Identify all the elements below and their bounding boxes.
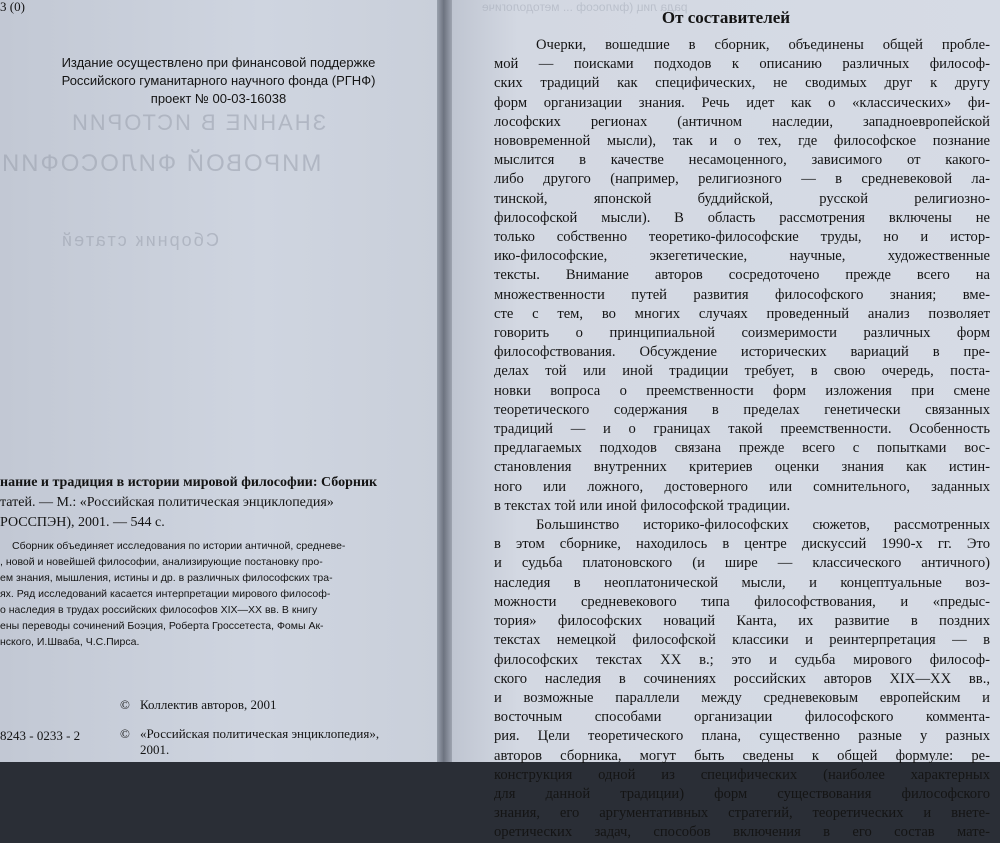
annotation-line: нского, И.Шваба, Ч.С.Пирса. bbox=[0, 636, 140, 648]
text-line: ного или ложного, достоверного или сомнительного, заданных bbox=[494, 478, 990, 495]
preface-text bbox=[494, 36, 990, 843]
text-line: тория» философских новаций Канта, их развитие в поздних bbox=[494, 613, 990, 630]
copyright-authors: © Коллектив авторов, 2001 bbox=[120, 697, 277, 712]
show-through-text: МИРОВОЙ ФИЛОСОФИИ bbox=[0, 150, 322, 177]
text-line: традиций — и о границах такой преемственности. Особенность bbox=[494, 421, 990, 438]
copyright-publisher: © «Российская политическая энциклопедия», 2001. bbox=[120, 726, 380, 757]
bib-line: татей. — М.: «Российская политическая энциклопедия» bbox=[0, 495, 334, 510]
text-line: тексты. Внимание авторов сосредоточено прежде всего на bbox=[494, 267, 990, 284]
annotation-line: ены переводы сочинений Боэция, Роберта Гроссетеста, Фомы Ак- bbox=[0, 620, 324, 632]
text-line: в этом сборнике, находилось в центре дискуссий 1990-х гг. Это bbox=[494, 536, 990, 553]
text-line: Очерки, вошедшие в сборник, объединены общей пробле- bbox=[536, 37, 990, 53]
text-line: тинской, японской буддийской, русской религиозно- bbox=[494, 190, 990, 207]
text-line: знания, его аргументативных стратегий, теоретических и внете- bbox=[494, 805, 990, 822]
text-line: мой — поисками подходов к описанию различных философ- bbox=[494, 56, 990, 73]
text-line: нововременной мысли), так и о тех, где философское познание bbox=[494, 133, 990, 150]
text-line: философских текстах XX в.; это и судьба мирового философ- bbox=[494, 651, 990, 668]
corner-mark: 3 (0) bbox=[0, 0, 25, 14]
annotation-line: Сборник объединяет исследования по истории античной, средневе- bbox=[12, 540, 346, 552]
copyright-symbol: © bbox=[120, 726, 130, 741]
text-line: философствования. Обсуждение исторических вариаций в пре- bbox=[494, 344, 990, 361]
text-line: теоретического содержания в пределах генетически связанных bbox=[494, 401, 990, 418]
text-line: текстах немецкой философской классики и реинтерпретация — в bbox=[494, 632, 990, 649]
text-line: делах той или иной традиции требует, в свою очередь, поста- bbox=[494, 363, 990, 380]
funding-line: Российского гуманитарного научного фонда (РГНФ) bbox=[61, 73, 376, 88]
text-line: форм организации знания. Речь идет как о «классических» фи- bbox=[494, 94, 990, 111]
text-line: конструкция одной из специфических (наиболее характерных bbox=[494, 766, 990, 783]
funding-notice bbox=[0, 54, 437, 108]
text-line: философской мысли). В область рассмотрения включены не bbox=[494, 209, 990, 226]
text-line: предлагаемых подходов связана прежде всего с попытками вос- bbox=[494, 440, 990, 457]
show-through-text: ЗНАНИЕ В ИСТОРИИ bbox=[70, 110, 326, 135]
annotation-line: ях. Ряд исследований касается интерпретации мирового философ- bbox=[0, 588, 331, 600]
text-line: говорить о принципиальной соизмеримости различных форм bbox=[494, 325, 990, 342]
annotation-line: , новой и новейшей философии, анализирующие постановку про- bbox=[0, 556, 323, 568]
text-line: в текстах той или иной философской традиции. bbox=[494, 497, 791, 514]
text-line: Большинство историко-философских сюжетов, рассмотренных bbox=[536, 517, 990, 534]
text-line: ико-философские, экзегетические, научные, художественные bbox=[494, 248, 990, 265]
text-line: и судьба платоновского (и шире — классического античного) bbox=[494, 555, 990, 572]
bib-line: РОССПЭН), 2001. — 544 с. bbox=[0, 515, 165, 530]
text-line: ского наследия в сочинениях российских авторов XIX—XX вв., bbox=[494, 670, 990, 687]
bibliographic-entry bbox=[0, 473, 437, 533]
right-page bbox=[452, 0, 1000, 841]
show-through-text: Сборник статей bbox=[60, 230, 219, 250]
text-line: для данной традиции) форм существования философского bbox=[494, 785, 990, 802]
text-line: наследия в неоплатонической мысли, и концептуальные воз- bbox=[494, 574, 990, 591]
funding-line: проект № 00-03-16038 bbox=[150, 91, 287, 106]
text-line: становления внутренних критериев оценки знания как истин- bbox=[494, 459, 990, 476]
text-line: новки вопроса о преемственности форм изложения при смене bbox=[494, 382, 990, 399]
annotation bbox=[0, 538, 430, 650]
text-line: сте с тем, во многих случаях проведенный анализ позволяет bbox=[494, 305, 990, 322]
annotation-line: ем знания, мышления, истины и др. в различных философских тра- bbox=[0, 572, 333, 584]
text-line: множественности путей развития философского знания; вме- bbox=[494, 286, 990, 303]
text-line: лософских регионах (античном наследии, западноевропейской bbox=[494, 113, 990, 130]
text-line: рия. Цели теоретического плана, существенно разные у разных bbox=[494, 728, 990, 745]
book-gutter bbox=[437, 0, 452, 762]
text-line: восточным способами организации философского коммента- bbox=[494, 709, 990, 726]
text-line: можности средневекового типа философствования, и «предыс- bbox=[494, 593, 990, 610]
text-line: и возможные параллели между средневековым европейским и bbox=[494, 689, 990, 706]
text-line: только собственно теоретико-философские труды, но и истор- bbox=[494, 229, 990, 246]
page-title: От составителей bbox=[661, 8, 791, 27]
copyright-symbol: © bbox=[120, 697, 130, 712]
text-line: либо другого (например, религиозного — в средневековой ла- bbox=[494, 171, 990, 188]
bib-line: нание и традиция в истории мировой философии: Сборник bbox=[0, 475, 378, 490]
text-line: ских традиций как специфических, не сводимых друг к другу bbox=[494, 75, 990, 92]
annotation-line: о наследия в трудах российских философов XIX—XX вв. В книгу bbox=[0, 604, 318, 616]
text-line: оретических задач, способов включения в его состав мате- bbox=[494, 824, 990, 841]
text-line: мыслится в качестве несамоценного, зависимого от какого- bbox=[494, 152, 990, 169]
text-line: авторов сборника, могут быть сведены к общей формуле: ре- bbox=[494, 747, 990, 764]
left-page bbox=[0, 0, 437, 762]
isbn-fragment: 8243 - 0233 - 2 bbox=[0, 728, 81, 743]
show-through-text: рада лиц (философ ... методологиче bbox=[482, 0, 688, 14]
funding-line: Издание осуществлено при финансовой поддержке bbox=[61, 55, 376, 70]
